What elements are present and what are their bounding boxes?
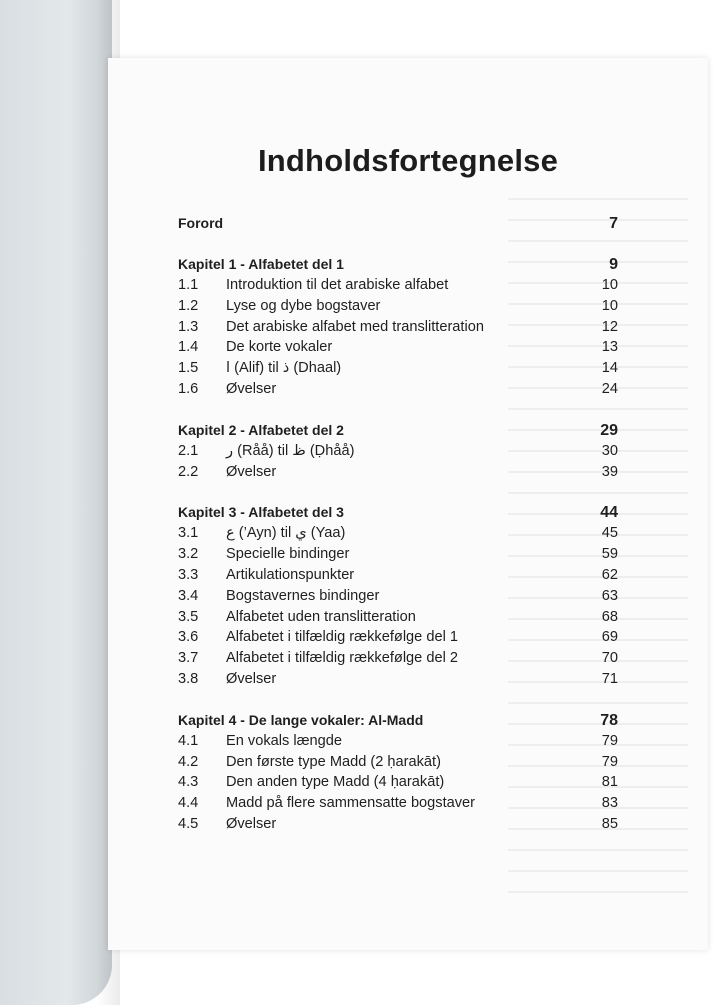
entry-title: En vokals længde [226,732,343,749]
entry-page: 12 [601,318,618,335]
entry-page: 69 [601,629,618,646]
chapter-title: Kapitel 3 - Alfabetet del 3 [178,504,344,521]
toc-entry [178,523,618,544]
entry-number: 4.2 [178,753,199,770]
entry-page: 30 [601,442,618,459]
toc-entry [178,648,618,669]
toc-entry [178,275,618,296]
toc-entry [178,772,618,793]
entry-title: Den første type Madd (2 ḥarakāt) [226,753,441,770]
toc-entry [178,317,618,338]
toc-entry [178,731,618,752]
toc-entry [178,586,618,607]
entry-page: 63 [601,587,618,604]
entry-title: Øvelser [226,380,277,397]
toc-entry [178,462,618,483]
toc-entry [178,544,618,565]
entry-title: Introduktion til det arabiske alfabet [226,277,449,293]
entry-title: Det arabiske alfabet med translitteration [226,318,484,335]
entry-page: 83 [601,795,618,812]
entry-page: 39 [601,463,618,480]
toc-entry [178,296,618,317]
foreword-row [178,213,618,234]
entry-page: 79 [601,732,618,749]
entry-number: 4.1 [178,732,199,749]
chapter-title: Kapitel 1 - Alfabetet del 1 [178,256,344,272]
entry-page: 71 [601,670,618,687]
entry-number: 1.6 [178,380,199,397]
foreword-label: Forord [178,215,224,231]
entry-title: Bogstavernes bindinger [226,587,380,604]
book-page [108,58,708,950]
toc-entry [178,814,618,835]
entry-number: 4.4 [178,795,199,812]
entry-number: 4.3 [178,774,199,791]
entry-page: 85 [601,815,618,832]
entry-page: 70 [601,650,618,667]
entry-number: 1.3 [178,318,199,335]
chapter-title: Kapitel 2 - Alfabetet del 2 [178,421,344,438]
entry-title: Specielle bindinger [226,546,350,563]
chapter-page: 78 [600,711,618,729]
entry-page: 13 [601,339,618,356]
toc-entry [178,379,618,400]
entry-title: Den anden type Madd (4 ḥarakāt) [226,774,445,791]
entry-page: 24 [601,380,618,397]
chapter-page: 9 [609,256,618,273]
entry-page: 81 [601,774,618,791]
toc-entry [178,441,618,462]
toc-entry [178,669,618,690]
entry-title: Alfabetet i tilfældig rækkefølge del 2 [226,650,458,667]
toc-entry [178,337,618,358]
entry-title: Alfabetet i tilfældig rækkefølge del 1 [226,629,458,646]
entry-title: Artikulationspunkter [226,566,355,583]
entry-title: De korte vokaler [226,339,333,356]
entry-number: 3.3 [178,566,199,583]
entry-page: 45 [601,525,618,542]
entry-page: 59 [601,546,618,563]
chapter-title: Kapitel 4 - De lange vokaler: Al-Madd [178,711,424,728]
entry-number: 3.8 [178,670,199,687]
entry-title: Madd på flere sammensatte bogstaver [226,795,476,812]
entry-number: 3.6 [178,629,199,646]
page-title: Indholdsfortegnelse [257,143,559,178]
entry-title: Alfabetet uden translitteration [226,608,416,625]
entry-number: 3.5 [178,608,199,625]
entry-page: 10 [601,297,618,314]
chapter-heading [178,710,618,731]
entry-number: 4.5 [178,815,199,832]
entry-page: 68 [601,608,618,625]
entry-page: 62 [601,566,618,583]
entry-title: Øvelser [226,815,277,832]
entry-title: ع (’Ayn) til ي (Yaa) [226,525,346,542]
entry-number: 1.1 [178,277,199,293]
toc-entry [178,607,618,628]
entry-title: Øvelser [226,670,277,687]
entry-title: ا (Alif) til ذ (Dhaal) [226,360,342,377]
chapter-page: 44 [600,504,618,522]
entry-number: 3.4 [178,587,199,604]
entry-number: 3.2 [178,546,199,563]
toc-entry [178,793,618,814]
entry-number: 2.1 [178,442,199,459]
chapter-heading [178,420,618,441]
entry-page: 79 [601,753,618,770]
table-of-contents [178,213,618,835]
entry-number: 1.2 [178,297,199,314]
toc-entry [178,358,618,379]
chapter-page: 29 [600,421,618,439]
entry-number: 3.1 [178,525,199,542]
foreword-page: 7 [609,215,618,232]
toc-entry [178,627,618,648]
entry-title: ر (Råå) til ظ (Ḍhåå) [226,442,355,459]
entry-title: Øvelser [226,463,277,480]
entry-number: 1.4 [178,339,199,356]
entry-number: 2.2 [178,463,199,480]
entry-title: Lyse og dybe bogstaver [226,297,381,314]
entry-number: 3.7 [178,650,199,667]
toc-entry [178,565,618,586]
entry-page: 10 [601,277,618,293]
chapter-heading [178,502,618,523]
entry-number: 1.5 [178,360,199,377]
toc-entry [178,752,618,773]
chapter-heading [178,254,618,275]
chapter-list [178,254,618,835]
entry-page: 14 [601,360,618,377]
